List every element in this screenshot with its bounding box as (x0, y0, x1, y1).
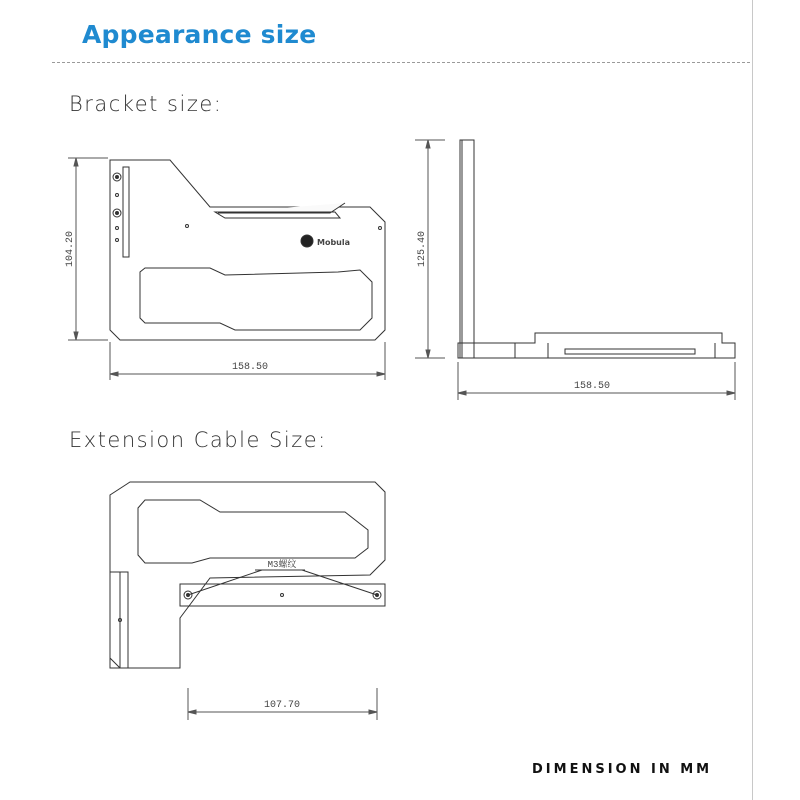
cable-section-label: Extension Cable Size: (69, 428, 327, 452)
bracket-outline (110, 160, 385, 340)
bracket-side-slot (123, 167, 129, 257)
bracket-width-label: 158.50 (231, 362, 269, 373)
logo-icon (301, 235, 313, 247)
cable-width-label: 107.70 (263, 700, 301, 711)
bracket-height-label: 104.20 (65, 230, 76, 268)
cable-cutout (138, 500, 368, 563)
page-title: Appearance size (82, 20, 317, 49)
bracket-logo-text: Mobula (317, 238, 351, 247)
side-height-label: 125.40 (417, 230, 428, 268)
bracket-section-label: Bracket size: (69, 92, 223, 116)
units-footer: DIMENSION IN MM (532, 762, 713, 777)
bracket-large-cutout (140, 268, 372, 330)
cable-view (110, 482, 385, 668)
bracket-width-dim (110, 342, 385, 380)
thread-label: M3螺纹 (267, 560, 297, 570)
bracket-front-view (110, 160, 385, 340)
bracket-side-view (458, 140, 735, 358)
side-width-label: 158.50 (573, 381, 611, 392)
